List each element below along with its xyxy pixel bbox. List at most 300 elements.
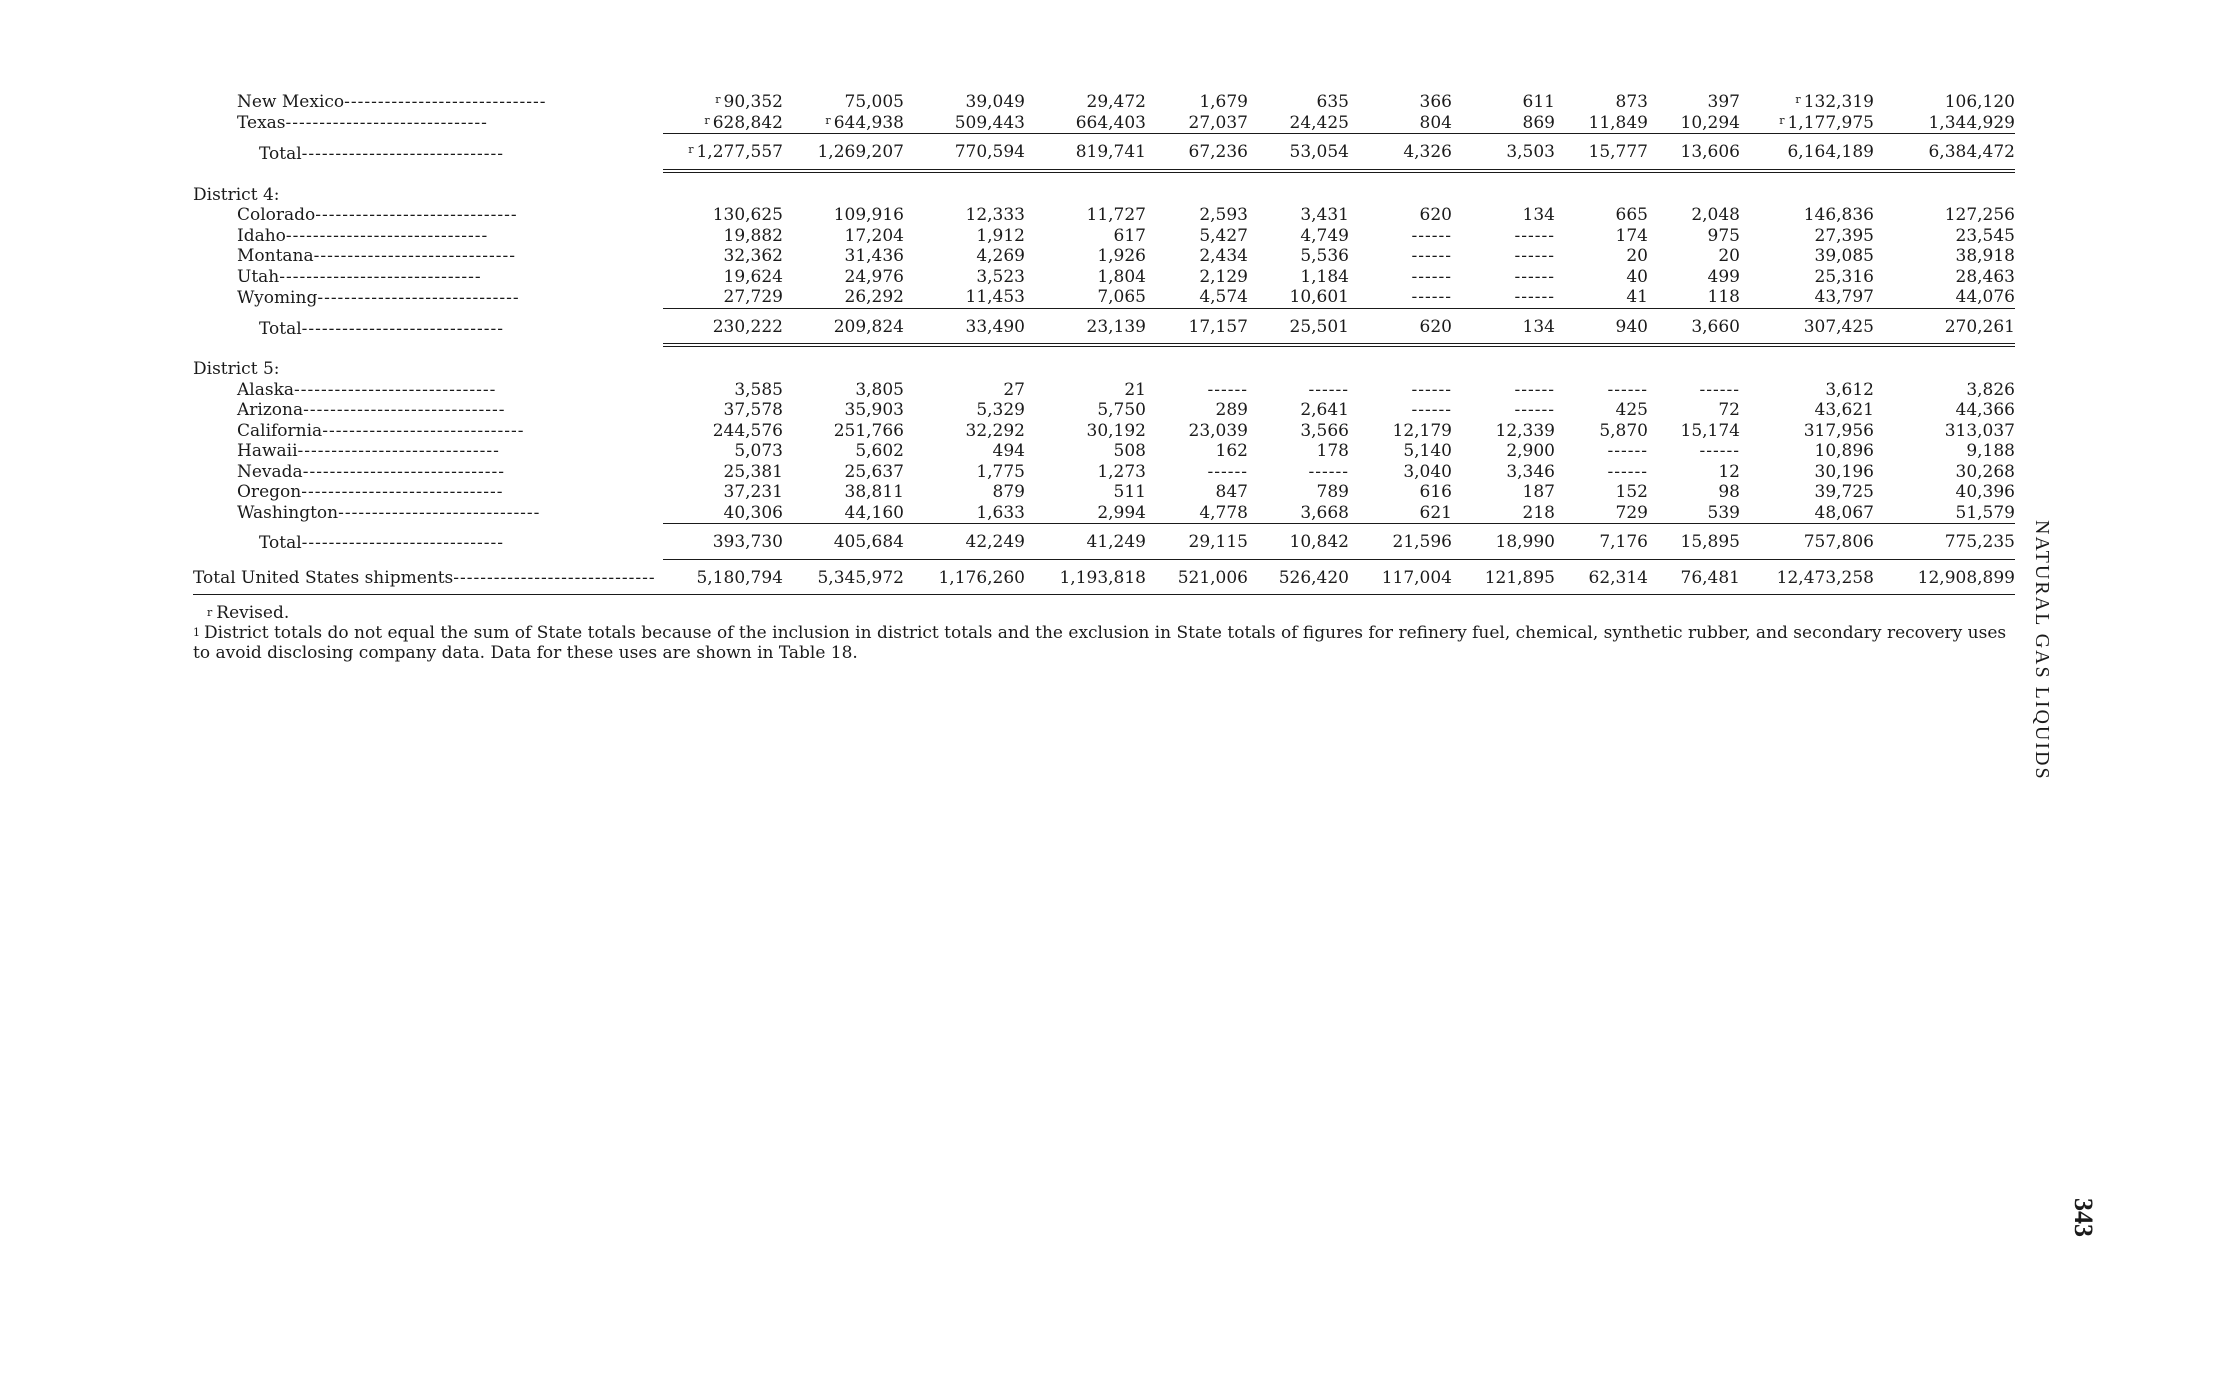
value-cell [1452, 462, 1555, 483]
row-label [193, 183, 2015, 206]
cell-value: 37,578 [723, 400, 783, 420]
footnotes [193, 603, 2015, 663]
value-cell [1555, 308, 1648, 345]
value-cell [1648, 421, 1740, 442]
cell-value: 397 [1707, 92, 1740, 112]
row-label [193, 226, 663, 247]
value-cell [1349, 462, 1452, 483]
value-cell [904, 287, 1025, 308]
cell-value: 664,403 [1075, 112, 1146, 133]
cell-value: 24,976 [844, 266, 904, 287]
rule-cell [1248, 345, 1349, 357]
cell-value: 521,006 [1177, 567, 1248, 588]
cell-value: 15,895 [1680, 532, 1740, 552]
cell-value: 621 [1419, 502, 1452, 523]
row-label [193, 503, 663, 524]
value-cell [1740, 524, 1874, 560]
cell-value: 25,381 [723, 461, 783, 482]
value-cell [904, 205, 1025, 226]
value-cell [1555, 287, 1648, 308]
value-cell [904, 400, 1025, 421]
value-cell [1874, 92, 2015, 113]
value-cell [1555, 503, 1648, 524]
dot-leader: ------------------------------ [301, 144, 504, 164]
value-cell [783, 92, 904, 113]
value-cell [783, 134, 904, 171]
cell-value: 21,596 [1392, 532, 1452, 552]
cell-value: 39,049 [965, 92, 1025, 112]
value-cell [783, 421, 904, 442]
value-cell [663, 226, 783, 247]
cell-value: 3,503 [1506, 142, 1555, 162]
rule-cell [193, 171, 663, 183]
value-cell [783, 400, 904, 421]
value-cell [1025, 113, 1146, 134]
cell-value: 75,005 [844, 92, 904, 112]
value-cell [1349, 308, 1452, 345]
table-row [193, 226, 2015, 247]
cell-value: 17,204 [844, 225, 904, 246]
cell-value: 43,797 [1814, 287, 1874, 307]
cell-value: 4,326 [1403, 142, 1452, 162]
value-cell [904, 308, 1025, 345]
revised-mark: r [715, 93, 721, 106]
value-cell [1648, 226, 1740, 247]
value-cell [783, 246, 904, 267]
cell-value: 12,179 [1392, 420, 1452, 441]
cell-value: ------ [1514, 379, 1555, 400]
value-cell [1874, 421, 2015, 442]
dot-leader: ------------------------------ [285, 225, 489, 246]
cell-value: 7,176 [1599, 532, 1648, 552]
value-cell [1740, 205, 1874, 226]
value-cell [1146, 205, 1248, 226]
value-cell [1452, 380, 1555, 401]
value-cell [1349, 205, 1452, 226]
cell-value: 146,836 [1803, 205, 1874, 225]
cell-value: 775,235 [1944, 532, 2015, 552]
cell-value: 499 [1707, 266, 1740, 287]
value-cell [663, 92, 783, 113]
cell-value: 12,339 [1495, 420, 1555, 441]
row-label [193, 380, 663, 401]
cell-value: 2,434 [1199, 246, 1248, 266]
value-cell [663, 380, 783, 401]
cell-value: 405,684 [833, 532, 904, 552]
value-cell [1874, 503, 2015, 524]
row-label [193, 287, 663, 308]
row-label-text: Arizona [237, 400, 304, 420]
value-cell [1648, 267, 1740, 288]
cell-value: 40 [1626, 266, 1648, 287]
value-cell [1555, 205, 1648, 226]
revised-mark: r [825, 113, 831, 127]
value-cell [1648, 287, 1740, 308]
cell-value: ------ [1411, 379, 1452, 400]
value-cell [1146, 267, 1248, 288]
value-cell [1740, 267, 1874, 288]
cell-value: 2,641 [1300, 400, 1349, 420]
value-cell [1349, 246, 1452, 267]
cell-value: 44,366 [1955, 400, 2015, 420]
value-cell [783, 503, 904, 524]
row-label-text: New Mexico [237, 92, 345, 112]
value-cell [1555, 462, 1648, 483]
value-cell [1648, 503, 1740, 524]
cell-value: 539 [1707, 502, 1740, 523]
value-cell [1025, 134, 1146, 171]
cell-value: 2,900 [1506, 441, 1555, 461]
value-cell [1648, 462, 1740, 483]
cell-value: 2,593 [1199, 205, 1248, 225]
value-cell [1349, 380, 1452, 401]
double-rule [193, 345, 2015, 357]
cell-value: 251,766 [833, 420, 904, 441]
rule-cell [783, 171, 904, 183]
value-cell [1648, 441, 1740, 462]
table-row [193, 205, 2015, 226]
value-cell [1555, 226, 1648, 247]
value-cell [1349, 134, 1452, 171]
table-body [193, 92, 2015, 595]
cell-value: 1,177,975 [1787, 112, 1874, 133]
cell-value: 25,316 [1814, 266, 1874, 287]
cell-value: 847 [1215, 482, 1248, 502]
page-number: 343 [2069, 1198, 2098, 1237]
value-cell [1452, 287, 1555, 308]
cell-value: 3,523 [976, 266, 1025, 287]
cell-value: 1,775 [976, 461, 1025, 482]
value-cell [1146, 503, 1248, 524]
cell-value: 209,824 [833, 316, 904, 337]
cell-value: 509,443 [954, 112, 1025, 133]
value-cell [1740, 92, 1874, 113]
dot-leader: ------------------------------ [301, 482, 504, 502]
value-cell [1146, 246, 1248, 267]
cell-value: 42,249 [965, 532, 1025, 552]
rule-cell [1146, 171, 1248, 183]
value-cell [1146, 380, 1248, 401]
value-cell [1555, 134, 1648, 171]
value-cell [1648, 308, 1740, 345]
cell-value: 43,621 [1814, 400, 1874, 420]
row-label-text: Montana [237, 246, 314, 266]
cell-value: 130,625 [712, 205, 783, 225]
value-cell [1648, 559, 1740, 595]
rule-cell [1555, 171, 1648, 183]
cell-value: 15,777 [1588, 142, 1648, 162]
revised-mark: r [1779, 113, 1785, 127]
cell-value: 317,956 [1803, 420, 1874, 441]
cell-value: 15,174 [1680, 420, 1740, 441]
value-cell [1146, 441, 1248, 462]
cell-value: 975 [1707, 225, 1740, 246]
value-cell [1025, 441, 1146, 462]
cell-value: 187 [1522, 482, 1555, 502]
cell-value: 1,926 [1097, 246, 1146, 266]
value-cell [1740, 482, 1874, 503]
value-cell [1146, 308, 1248, 345]
rule-cell [1025, 171, 1146, 183]
value-cell [1146, 400, 1248, 421]
value-cell [663, 524, 783, 560]
value-cell [1025, 524, 1146, 560]
value-cell [1025, 226, 1146, 247]
value-cell [1740, 308, 1874, 345]
revised-mark: r [1795, 93, 1801, 106]
value-cell [663, 246, 783, 267]
value-cell [663, 421, 783, 442]
cell-value: ------ [1411, 266, 1452, 287]
row-label [193, 441, 663, 462]
value-cell [1874, 267, 2015, 288]
row-label [193, 462, 663, 483]
cell-value: 29,115 [1188, 532, 1248, 552]
value-cell [1025, 287, 1146, 308]
value-cell [904, 482, 1025, 503]
value-cell [1740, 226, 1874, 247]
cell-value: 6,384,472 [1928, 142, 2015, 162]
cell-value: 770,594 [954, 142, 1025, 162]
cell-value: 40,306 [723, 502, 783, 523]
table-row [193, 524, 2015, 560]
table-row [193, 134, 2015, 171]
cell-value: 32,292 [965, 420, 1025, 441]
footnote-1-text: District totals do not equal the sum of State totals because of the inclusion in district totals and the exclusion in State totals of figures for refinery fuel, chemical, synthetic rubber, and secondary recovery uses to avoid disclosing company data. Data for these uses are shown in Table 18. [193, 623, 2007, 663]
value-cell [1740, 400, 1874, 421]
cell-value: 27 [1003, 379, 1025, 400]
revised-text: Revised. [216, 603, 290, 623]
cell-value: 48,067 [1814, 502, 1874, 523]
cell-value: ------ [1308, 379, 1349, 400]
cell-value: 76,481 [1680, 567, 1740, 588]
cell-value: 106,120 [1944, 92, 2015, 112]
value-cell [663, 482, 783, 503]
row-label-text: Texas [237, 113, 286, 133]
value-cell [1349, 92, 1452, 113]
cell-value: 617 [1113, 225, 1146, 246]
value-cell [1248, 246, 1349, 267]
value-cell [1452, 246, 1555, 267]
cell-value: 789 [1316, 482, 1349, 502]
cell-value: 109,916 [833, 205, 904, 225]
value-cell [904, 92, 1025, 113]
value-cell [1248, 134, 1349, 171]
value-cell [1248, 287, 1349, 308]
dot-leader: ------------------------------ [317, 287, 520, 308]
rule-cell [1248, 171, 1349, 183]
statistics-sheet [193, 92, 2015, 663]
cell-value: 5,180,794 [696, 567, 783, 588]
value-cell [1452, 308, 1555, 345]
table-row [193, 559, 2015, 595]
cell-value: 23,039 [1188, 420, 1248, 441]
value-cell [1025, 503, 1146, 524]
cell-value: 3,826 [1966, 379, 2015, 400]
value-cell [1349, 559, 1452, 595]
cell-value: 62,314 [1588, 567, 1648, 588]
value-cell [1025, 246, 1146, 267]
row-label-text: Nevada [237, 461, 303, 482]
cell-value: 19,624 [723, 266, 783, 287]
value-cell [1874, 441, 2015, 462]
row-label-text: Colorado [237, 205, 316, 225]
cell-value: 511 [1113, 482, 1146, 502]
cell-value: 67,236 [1188, 142, 1248, 162]
cell-value: 41 [1626, 287, 1648, 307]
table-row [193, 462, 2015, 483]
value-cell [1146, 559, 1248, 595]
cell-value: 39,085 [1814, 246, 1874, 266]
cell-value: 2,129 [1199, 266, 1248, 287]
revised-mark: r [207, 606, 213, 619]
cell-value: 508 [1113, 441, 1146, 461]
rule-cell [1349, 171, 1452, 183]
row-label-text: California [237, 420, 323, 441]
cell-value: 1,269,207 [817, 142, 904, 162]
row-label-text: District 5: [193, 359, 280, 379]
cell-value: 5,602 [855, 441, 904, 461]
cell-value: 72 [1718, 400, 1740, 420]
rule-cell [1740, 171, 1874, 183]
cell-value: 2,048 [1691, 205, 1740, 225]
row-label-text: Total [259, 532, 302, 553]
value-cell [663, 503, 783, 524]
value-cell [1648, 134, 1740, 171]
value-cell [904, 380, 1025, 401]
dot-leader: ------------------------------ [303, 400, 506, 420]
cell-value: 10,601 [1289, 287, 1349, 307]
rule-cell [1349, 345, 1452, 357]
rule-cell [1648, 171, 1740, 183]
value-cell [1555, 421, 1648, 442]
cell-value: 98 [1718, 482, 1740, 502]
row-label-text: Idaho [237, 225, 286, 246]
value-cell [1349, 482, 1452, 503]
rule-cell [783, 345, 904, 357]
value-cell [904, 421, 1025, 442]
value-cell [1740, 134, 1874, 171]
value-cell [1874, 205, 2015, 226]
value-cell [1025, 421, 1146, 442]
district-heading [193, 357, 2015, 380]
value-cell [1648, 400, 1740, 421]
cell-value: 10,294 [1680, 112, 1740, 133]
cell-value: ------ [1607, 441, 1648, 461]
cell-value: 11,849 [1588, 112, 1648, 133]
value-cell [1740, 113, 1874, 134]
value-cell [1555, 267, 1648, 288]
value-cell [1248, 559, 1349, 595]
footnote-1 [193, 623, 2015, 663]
value-cell [1349, 503, 1452, 524]
cell-value: 30,196 [1814, 461, 1874, 482]
cell-value: 5,427 [1199, 225, 1248, 246]
row-label [193, 246, 663, 267]
value-cell [1248, 400, 1349, 421]
value-cell [1648, 205, 1740, 226]
value-cell [1248, 308, 1349, 345]
cell-value: 620 [1419, 316, 1452, 337]
value-cell [1740, 503, 1874, 524]
value-cell [1740, 462, 1874, 483]
value-cell [1874, 226, 2015, 247]
value-cell [663, 559, 783, 595]
value-cell [1452, 400, 1555, 421]
cell-value: 132,319 [1803, 92, 1874, 112]
cell-value: 366 [1419, 92, 1452, 112]
cell-value: 1,344,929 [1928, 112, 2015, 133]
value-cell [1146, 113, 1248, 134]
cell-value: 3,346 [1506, 461, 1555, 482]
cell-value: 51,579 [1955, 502, 2015, 523]
value-cell [1025, 400, 1146, 421]
rule-cell [663, 171, 783, 183]
value-cell [1248, 421, 1349, 442]
cell-value: 5,536 [1300, 246, 1349, 266]
dot-leader: ------------------------------ [285, 113, 488, 133]
cell-value: 4,574 [1199, 287, 1248, 307]
value-cell [1146, 226, 1248, 247]
value-cell [1452, 421, 1555, 442]
value-cell [1452, 524, 1555, 560]
table-row [193, 246, 2015, 267]
cell-value: 1,273 [1097, 461, 1146, 482]
value-cell [783, 226, 904, 247]
row-label-text: Alaska [237, 379, 295, 400]
dot-leader: ------------------------------ [338, 503, 541, 523]
value-cell [1874, 308, 2015, 345]
dot-leader: ------------------------------ [344, 92, 547, 112]
cell-value: 32,362 [723, 246, 783, 266]
cell-value: 873 [1615, 92, 1648, 112]
cell-value: 37,231 [723, 482, 783, 502]
dot-leader: ------------------------------ [322, 420, 525, 441]
cell-value: 230,222 [712, 316, 783, 337]
cell-value: 244,576 [712, 420, 783, 441]
value-cell [783, 380, 904, 401]
row-label [193, 267, 663, 288]
cell-value: 30,268 [1955, 461, 2015, 482]
cell-value: 38,918 [1955, 246, 2015, 266]
cell-value: 178 [1316, 441, 1349, 461]
cell-value: 28,463 [1955, 266, 2015, 287]
cell-value: 9,188 [1966, 441, 2015, 461]
rule-cell [193, 345, 663, 357]
value-cell [904, 441, 1025, 462]
cell-value: 44,076 [1955, 287, 2015, 307]
cell-value: 5,140 [1403, 441, 1452, 461]
value-cell [1874, 524, 2015, 560]
value-cell [1248, 441, 1349, 462]
value-cell [1248, 462, 1349, 483]
cell-value: 13,606 [1680, 142, 1740, 162]
dot-leader: ------------------------------ [301, 532, 504, 553]
cell-value: ------ [1308, 461, 1349, 482]
cell-value: 134 [1522, 316, 1555, 337]
cell-value: 44,160 [844, 502, 904, 523]
cell-value: 307,425 [1803, 316, 1874, 337]
double-rule [193, 171, 2015, 183]
cell-value: 526,420 [1278, 567, 1349, 588]
value-cell [1648, 246, 1740, 267]
cell-value: 2,994 [1097, 502, 1146, 523]
cell-value: 7,065 [1097, 287, 1146, 307]
cell-value: 3,612 [1825, 379, 1874, 400]
value-cell [1146, 421, 1248, 442]
cell-value: 3,805 [855, 379, 904, 400]
value-cell [1874, 113, 2015, 134]
